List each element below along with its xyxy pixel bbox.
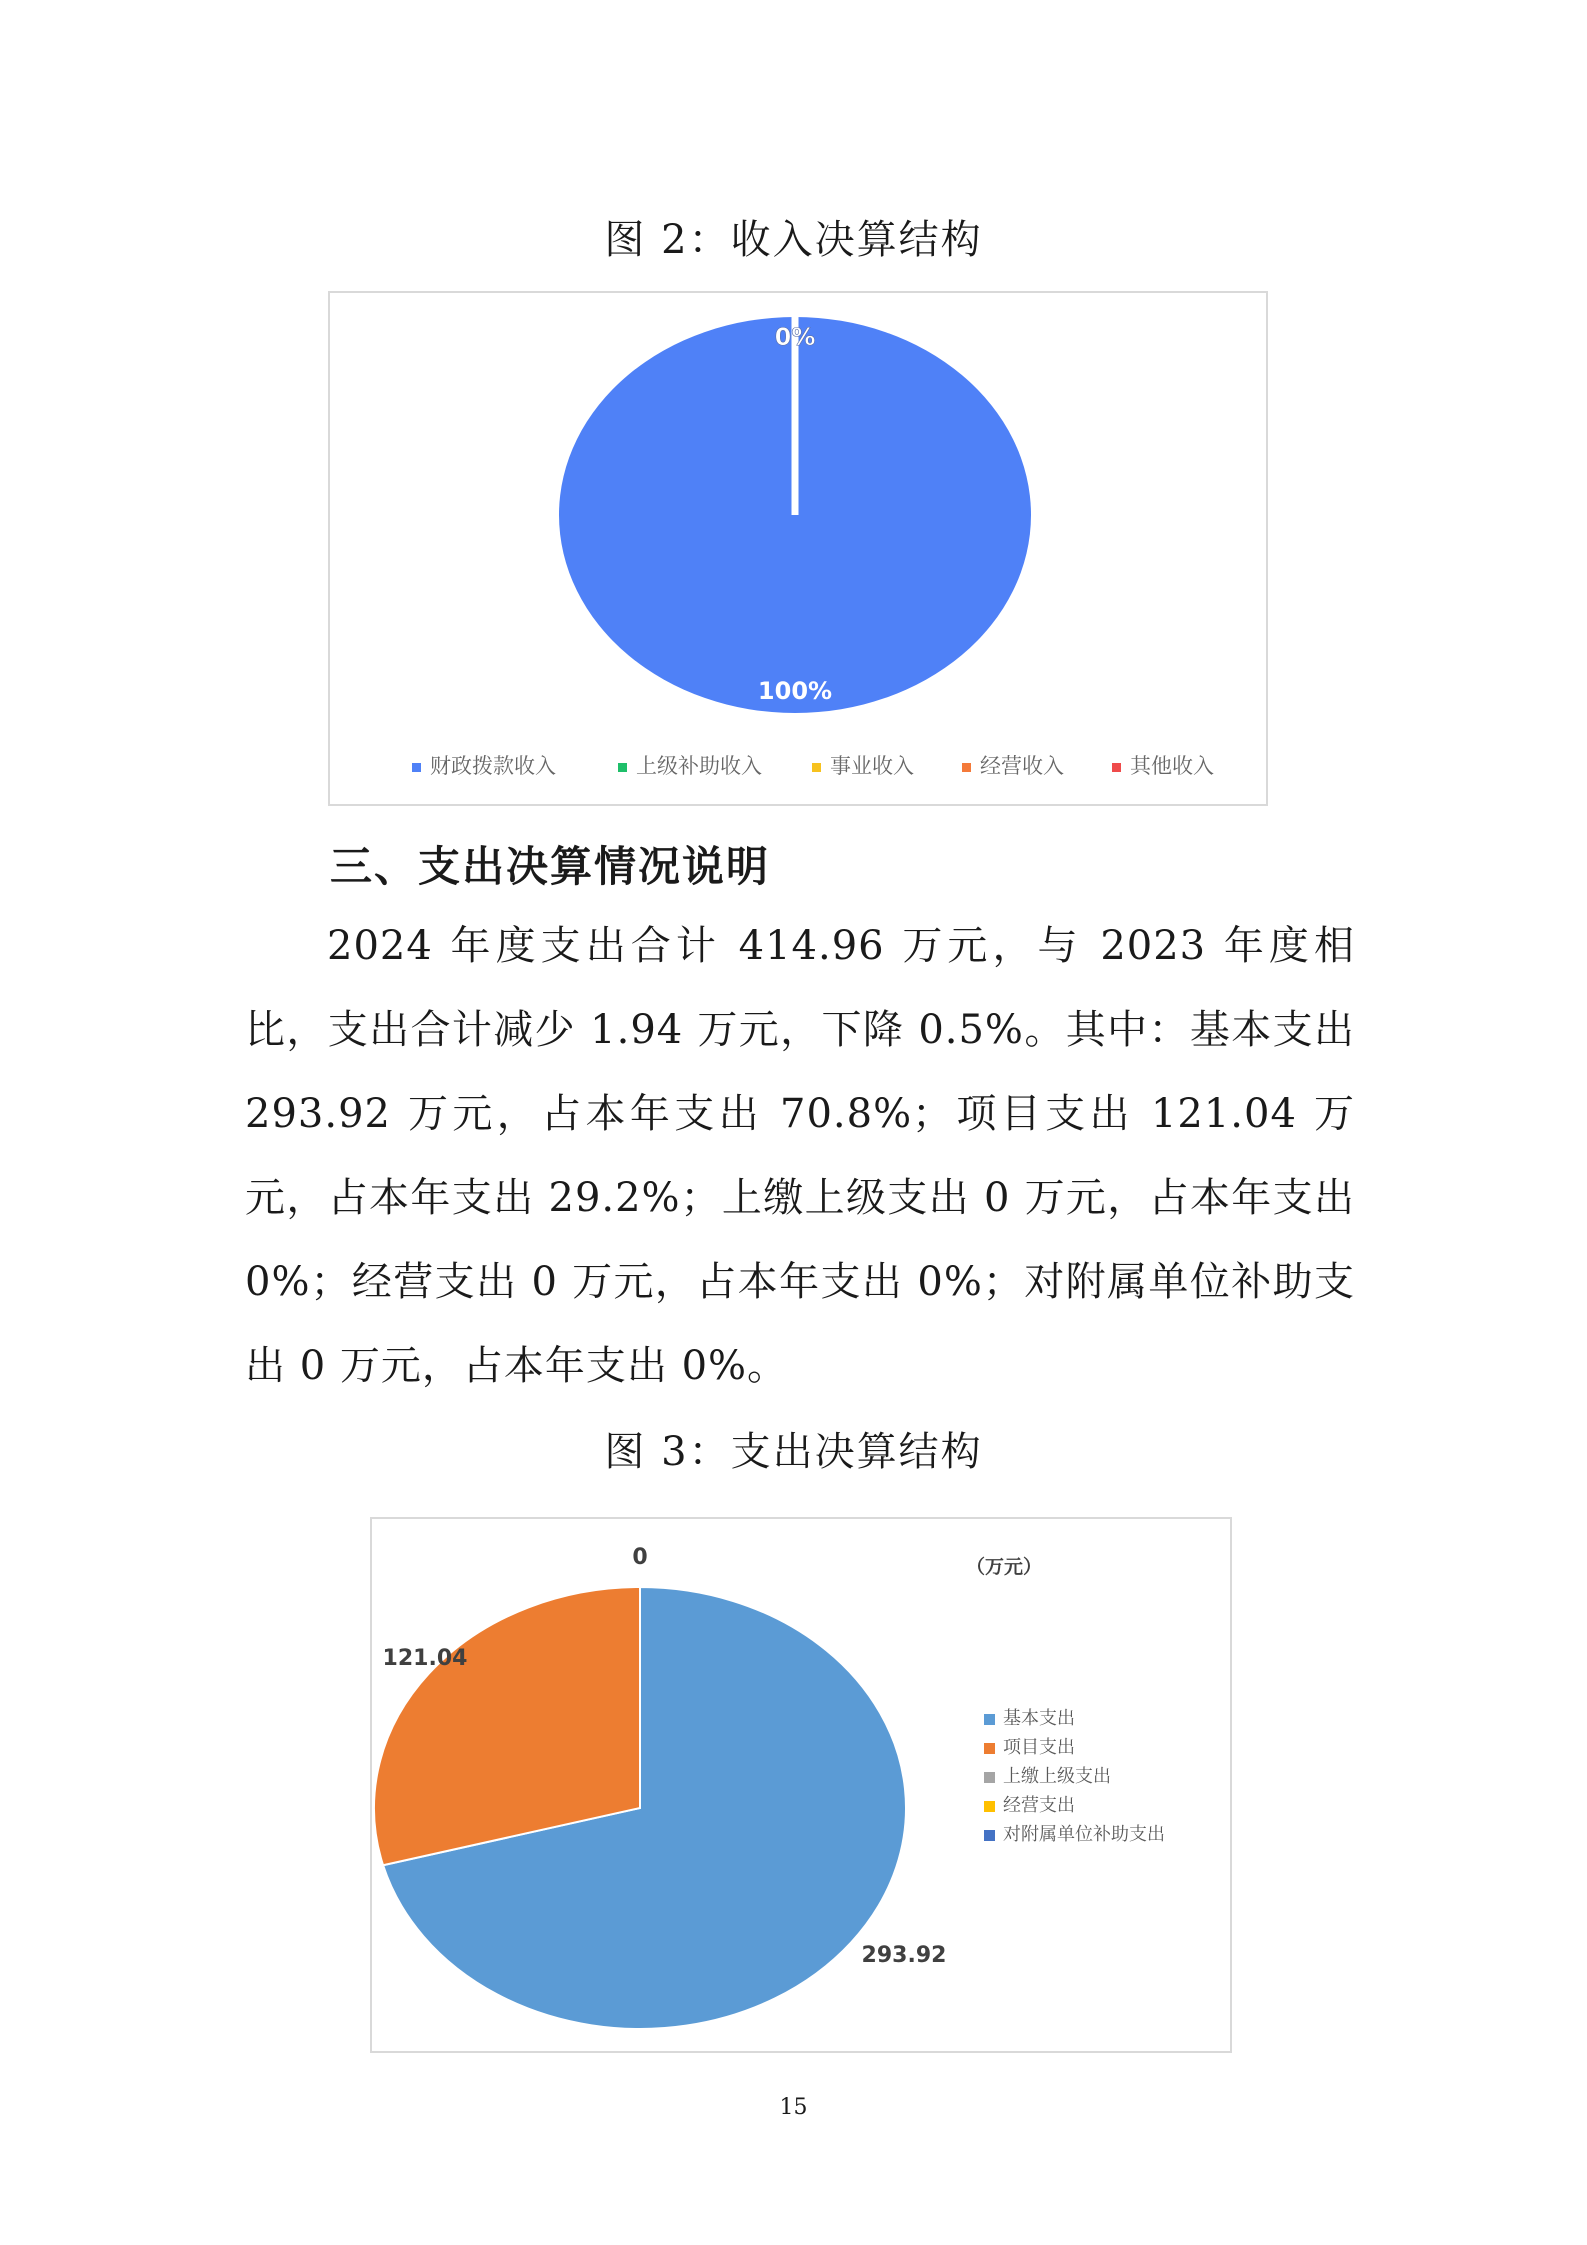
section-paragraph: 2024 年度支出合计 414.96 万元，与 2023 年度相比，支出合计减少 1.94 万元，下降 0.5%。其中：基本支出 293.92 万元，占本年支出 70.8%；项目支出 121.04 万元，占本年支出 29.2%；上缴上级支出 0 万元，占本年支出 0%；经营支出 0 万元，占本年支出 0%；对附属单位补助支出 0 万元，占本年支出 0%。	[245, 923, 1355, 1389]
expense-label-basic: 293.92	[861, 1943, 947, 1968]
expense-pie-svg	[372, 1519, 1234, 2055]
expense-legend-swatch-0	[984, 1714, 995, 1725]
income-legend-swatch-3	[962, 763, 971, 772]
expense-legend-swatch-2	[984, 1772, 995, 1783]
expense-pie-chart	[370, 1517, 1232, 2053]
expense-legend-label-2: 上缴上级支出	[1003, 1766, 1111, 1787]
income-legend-swatch-0	[412, 763, 421, 772]
expense-label-project: 121.04	[382, 1646, 468, 1671]
income-label-0: 0%	[774, 323, 816, 351]
income-pie-chart	[328, 291, 1268, 806]
expense-legend-swatch-1	[984, 1743, 995, 1754]
income-legend-label-1: 上级补助收入	[636, 754, 762, 778]
expense-legend-label-1: 项目支出	[1003, 1737, 1075, 1758]
expense-legend-swatch-3	[984, 1801, 995, 1812]
figure2-caption: 图 2：收入决算结构	[604, 217, 983, 263]
income-legend-swatch-4	[1112, 763, 1121, 772]
income-legend-swatch-2	[812, 763, 821, 772]
income-legend-label-2: 事业收入	[830, 754, 914, 778]
section-heading: 三、支出决算情况说明	[330, 842, 771, 891]
income-legend-swatch-1	[618, 763, 627, 772]
income-legend-label-3: 经营收入	[980, 754, 1064, 778]
expense-label-zero: 0	[632, 1545, 648, 1570]
income-legend-label-0: 财政拨款收入	[430, 754, 556, 778]
figure3-caption: 图 3：支出决算结构	[604, 1429, 983, 1475]
page-number: 15	[779, 2095, 808, 2120]
expense-legend-label-0: 基本支出	[1003, 1708, 1075, 1729]
income-label-100: 100%	[757, 677, 833, 705]
expense-legend-swatch-4	[984, 1830, 995, 1841]
income-legend-label-4: 其他收入	[1130, 754, 1214, 778]
expense-legend-label-4: 对附属单位补助支出	[1003, 1824, 1165, 1845]
expense-unit-label: （万元）	[965, 1556, 1043, 1578]
income-pie-svg	[330, 293, 1270, 808]
expense-legend-label-3: 经营支出	[1003, 1795, 1075, 1816]
